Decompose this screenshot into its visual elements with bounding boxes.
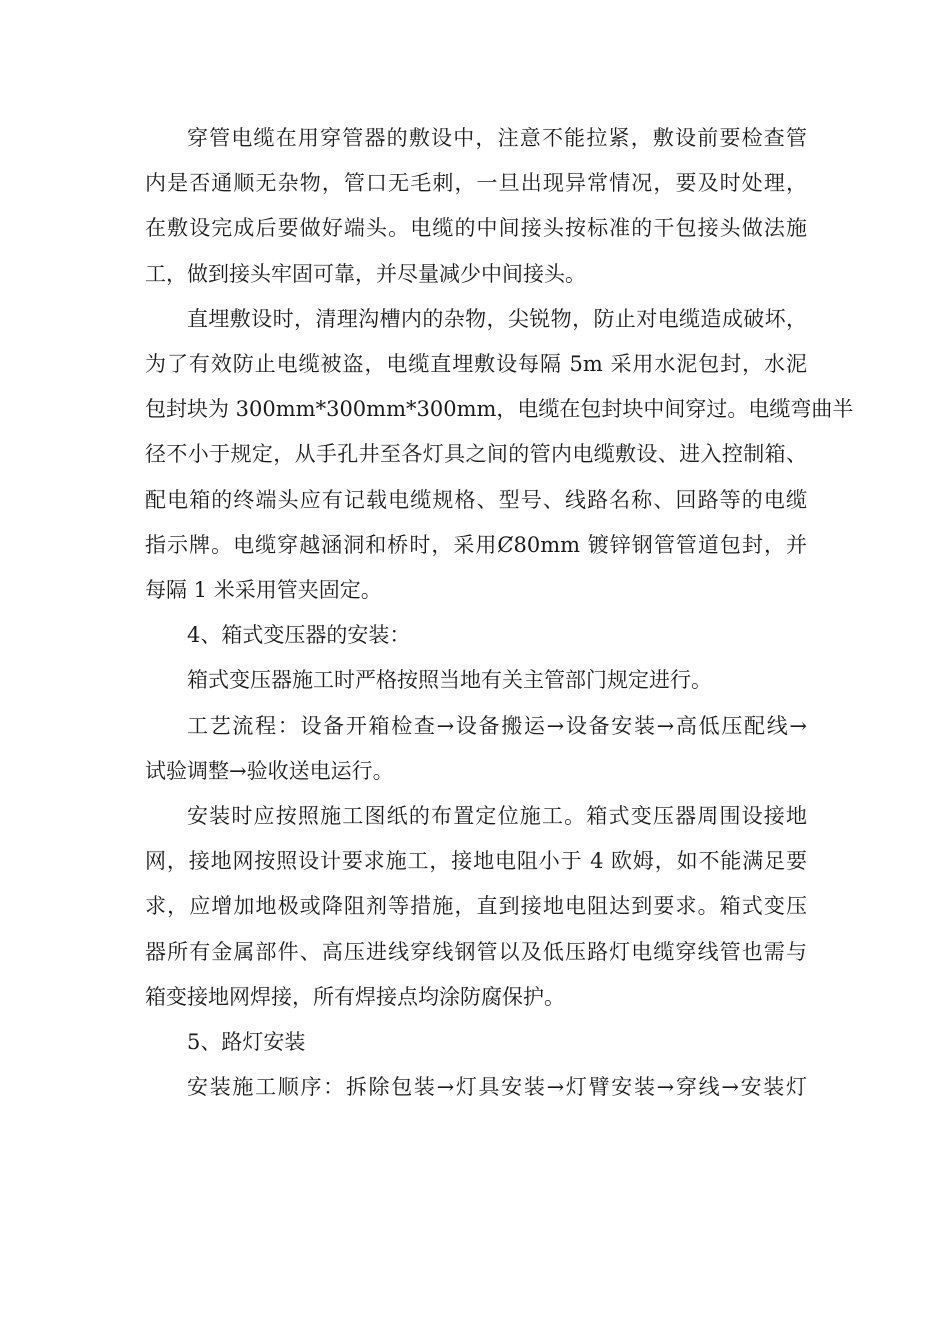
document-body xyxy=(145,116,854,1110)
text-line: 工，做到接头牢固可靠，并尽量减少中间接头。 xyxy=(145,261,586,286)
text-line: 试验调整→验收送电运行。 xyxy=(145,758,394,783)
text-line: 工艺流程：设备开箱检查→设备搬运→设备安装→高低压配线→ xyxy=(187,713,807,738)
paragraph-grounding xyxy=(145,794,807,1020)
text-line: 安装施工顺序：拆除包装→灯具安装→灯臂安装→穿线→安装灯 xyxy=(187,1075,807,1100)
text-line: 4、箱式变压器的安装： xyxy=(187,623,411,648)
text-line: 网，接地网按照设计要求施工，接地电阻小于 4 欧姆，如不能满足要 xyxy=(145,849,807,874)
text-line: 指示牌。电缆穿越涵洞和桥时，采用Ȼ80mm 镀锌钢管管道包封，并 xyxy=(145,532,807,557)
section-heading-streetlight xyxy=(145,1020,807,1065)
text-line: 每隔 1 米采用管夹固定。 xyxy=(145,578,382,603)
text-line: 器所有金属部件、高压进线穿线钢管以及低压路灯电缆穿线管也需与 xyxy=(145,939,807,964)
paragraph-cable-conduit xyxy=(145,116,807,297)
text-line: 箱式变压器施工时严格按照当地有关主管部门规定进行。 xyxy=(187,668,712,693)
text-line: 配电箱的终端头应有记载电缆规格、型号、线路名称、回路等的电缆 xyxy=(145,487,807,512)
section-heading-transformer xyxy=(145,613,807,658)
text-line: 直埋敷设时，清理沟槽内的杂物，尖锐物，防止对电缆造成破坏， xyxy=(187,306,807,331)
paragraph-install-sequence xyxy=(145,1065,807,1110)
text-line: 安装时应按照施工图纸的布置定位施工。箱式变压器周围设接地 xyxy=(187,804,807,829)
text-line: 径不小于规定，从手孔井至各灯具之间的管内电缆敷设、进入控制箱、 xyxy=(145,442,807,467)
text-line: 箱变接地网焊接，所有焊接点均涂防腐保护。 xyxy=(145,984,565,1009)
text-line: 内是否通顺无杂物，管口无毛刺，一旦出现异常情况，要及时处理， xyxy=(145,171,807,196)
text-line: 在敷设完成后要做好端头。电缆的中间接头按标准的干包接头做法施 xyxy=(145,216,807,241)
text-line: 穿管电缆在用穿管器的敷设中，注意不能拉紧，敷设前要检查管 xyxy=(187,126,807,150)
text-line: 求，应增加地极或降阻剂等措施，直到接地电阻达到要求。箱式变压 xyxy=(145,894,807,919)
paragraph-transformer-intro xyxy=(145,658,807,703)
paragraph-process-flow xyxy=(145,704,807,794)
text-line: 5、路灯安装 xyxy=(187,1030,306,1055)
text-line: 为了有效防止电缆被盗，电缆直埋敷设每隔 5m 采用水泥包封，水泥 xyxy=(145,352,807,377)
text-line: 包封块为 300mm*300mm*300mm，电缆在包封块中间穿过。电缆弯曲半 xyxy=(145,397,854,422)
paragraph-direct-burial xyxy=(145,297,854,613)
